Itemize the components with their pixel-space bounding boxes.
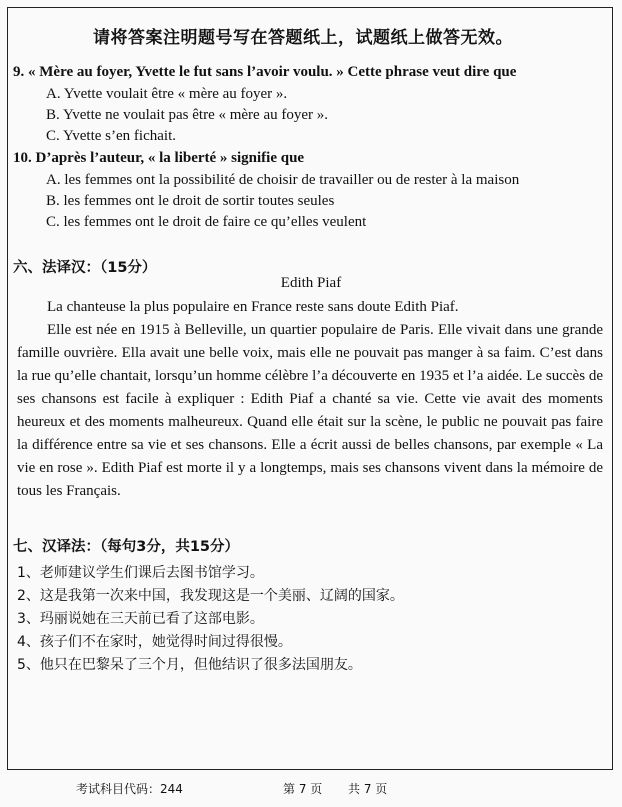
- question-9-option-a: A. Yvette voulait être « mère au foyer ».: [46, 86, 288, 102]
- question-10-stem: 10. D’après l’auteur, « la liberté » signifie que: [13, 150, 305, 166]
- question-9-stem: 9. « Mère au foyer, Yvette le fut sans l’avoir voulu. » Cette phrase veut dire que: [13, 64, 517, 80]
- passage-paragraph: La chanteuse la plus populaire en France reste sans doute Edith Piaf.: [47, 299, 459, 315]
- translation-item-1: 1、老师建议学生们课后去图书馆学习。: [17, 565, 264, 581]
- section-7-heading: 七、汉译法：（每句3分，共15分）: [13, 539, 240, 555]
- subject-code: 考试科目代码：244: [76, 782, 183, 796]
- answer-notice: 请将答案注明题号写在答题纸上，试题纸上做答无效。: [93, 28, 513, 48]
- question-10-option-b: B. les femmes ont le droit de sortir toutes seules: [46, 193, 335, 209]
- translation-item-3: 3、玛丽说她在三天前已看了这部电影。: [17, 611, 264, 627]
- passage-title: Edith Piaf: [280, 275, 342, 291]
- section-6-heading: 六、法译汉：（15分）: [13, 260, 157, 276]
- question-9-option-c: C. Yvette s’en fichait.: [46, 128, 176, 144]
- passage-paragraph: Elle est née en 1915 à Belleville, un quartier populaire de Paris. Elle vivait dans une grande famille ouvrière. Ella avait une belle voix, mais elle ne pouvait pas manger à sa faim. C’est dans la rue qu’elle chantait, lorsqu’un homme célèbre l’a découverte en 1935 et l’a aidée. Le succès de ses chansons est facile à expliquer : Edith Piaf a chanté sa vie. Cette vie avait des moments heureux et des moments malheureux. Quand elle était sur la scène, le public ne pouvait pas faire la différence entre sa vie et ses chansons. Elle a écrit aussi de belles chansons, par exemple « La vie en rose ». Edith Piaf est morte il y a longtemps, mais ses chansons vivent dans la mémoire de tous les Français.: [17, 322, 603, 499]
- page-number: 第 7 页: [283, 782, 323, 796]
- passage-text: [17, 296, 603, 503]
- translation-item-2: 2、这是我第一次来中国，我发现这是一个美丽、辽阔的国家。: [17, 588, 404, 604]
- question-10-option-a: A. les femmes ont la possibilité de choisir de travailler ou de rester à la maison: [46, 172, 520, 188]
- translation-item-4: 4、孩子们不在家时，她觉得时间过得很慢。: [17, 634, 292, 650]
- translation-item-5: 5、他只在巴黎呆了三个月，但他结识了很多法国朋友。: [17, 657, 362, 673]
- question-10-option-c: C. les femmes ont le droit de faire ce qu’elles veulent: [46, 214, 367, 230]
- page-total: 共 7 页: [348, 782, 388, 796]
- question-9-option-b: B. Yvette ne voulait pas être « mère au foyer ».: [46, 107, 329, 123]
